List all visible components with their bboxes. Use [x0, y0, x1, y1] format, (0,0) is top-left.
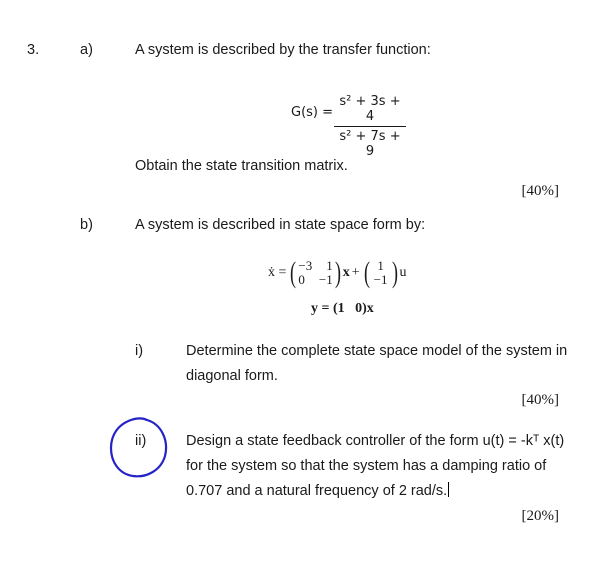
part-a-label: a) [80, 42, 93, 58]
state-equation [268, 258, 407, 288]
sub-ii-line1: Design a state feedback controller of the form u(t) = -kᵀ x(t) [186, 433, 565, 449]
sub-i-label: i) [135, 343, 144, 359]
state-vector: x [342, 265, 350, 280]
question-number: 3. [27, 42, 40, 58]
part-a-task: Obtain the state transition matrix. [135, 158, 348, 174]
transfer-function-fraction [334, 94, 406, 159]
text-cursor [448, 482, 449, 497]
sub-i-marks: [40%] [521, 392, 559, 408]
sub-i-line1: Determine the complete state space model of the system in [186, 343, 568, 359]
fraction-bar [334, 126, 406, 127]
sub-ii-marks: [20%] [521, 508, 559, 524]
transfer-function-numerator: s² + 3s + 4 [339, 94, 401, 124]
part-a-intro: A system is described by the transfer function: [135, 42, 431, 58]
sub-ii-line2: for the system so that the system has a damping ratio of [186, 458, 547, 474]
input-u: u [399, 265, 407, 280]
transfer-function-denominator: s² + 7s + 9 [339, 129, 401, 159]
matrix-b: ( 1 −1 ) [363, 256, 398, 289]
output-equation: y = (1 0)x [311, 301, 374, 316]
state-eq-lhs: ẋ = [268, 265, 287, 280]
sub-ii-line3: 0.707 and a natural frequency of 2 rad/s. [186, 483, 448, 499]
part-a-marks: [40%] [521, 183, 559, 199]
matrix-a: ( −3 1 0 −1 ) [290, 256, 341, 289]
transfer-function-lhs: G(s) = [291, 105, 334, 120]
sub-ii-label: ii) [135, 433, 147, 449]
part-b-intro: A system is described in state space form by: [135, 217, 426, 233]
sub-i-line2: diagonal form. [186, 368, 278, 384]
plus-sign: + [351, 265, 360, 280]
part-b-label: b) [80, 217, 93, 233]
sub-ii-line3-wrap [186, 482, 449, 499]
